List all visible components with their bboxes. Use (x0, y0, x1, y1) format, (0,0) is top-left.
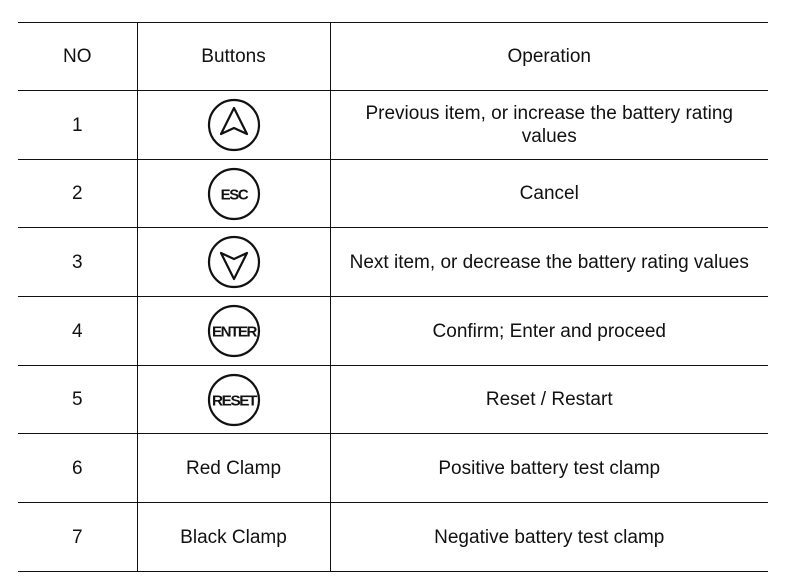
button-cell (137, 228, 330, 297)
operation-cell: Cancel (330, 160, 768, 228)
button-cell (137, 297, 330, 366)
button-cell (137, 91, 330, 160)
operation-cell: Negative battery test clamp (330, 503, 768, 572)
operation-cell: Previous item, or increase the battery rating values (330, 91, 768, 160)
row-number: 3 (18, 228, 137, 297)
header-no: NO (18, 23, 137, 91)
operation-cell: Positive battery test clamp (330, 434, 768, 503)
esc-button-icon (207, 167, 261, 221)
down-triangle-icon (207, 235, 261, 289)
table-header-row (18, 23, 768, 91)
operation-cell: Confirm; Enter and proceed (330, 297, 768, 366)
button-label: Red Clamp (137, 434, 330, 503)
button-cell (137, 366, 330, 434)
row-number: 1 (18, 91, 137, 160)
operation-cell: Next item, or decrease the battery rating values (330, 228, 768, 297)
reset-button-icon (207, 373, 261, 427)
table-row (18, 160, 768, 228)
enter-button-text: ENTER (211, 323, 258, 341)
table-row (18, 91, 768, 160)
header-buttons: Buttons (137, 23, 330, 91)
header-operation: Operation (330, 23, 768, 91)
row-number: 7 (18, 503, 137, 572)
operation-cell: Reset / Restart (330, 366, 768, 434)
row-number: 4 (18, 297, 137, 366)
esc-button-text: ESC (220, 186, 247, 203)
buttons-operation-table (18, 22, 768, 572)
button-label: Black Clamp (137, 503, 330, 572)
table-row (18, 366, 768, 434)
row-number: 5 (18, 366, 137, 434)
table-row (18, 434, 768, 503)
table-row (18, 297, 768, 366)
button-cell (137, 160, 330, 228)
enter-button-icon (207, 304, 261, 358)
row-number: 2 (18, 160, 137, 228)
table-row (18, 228, 768, 297)
up-triangle-icon (207, 98, 261, 152)
row-number: 6 (18, 434, 137, 503)
reset-button-text: RESET (211, 392, 257, 409)
table-row (18, 503, 768, 572)
